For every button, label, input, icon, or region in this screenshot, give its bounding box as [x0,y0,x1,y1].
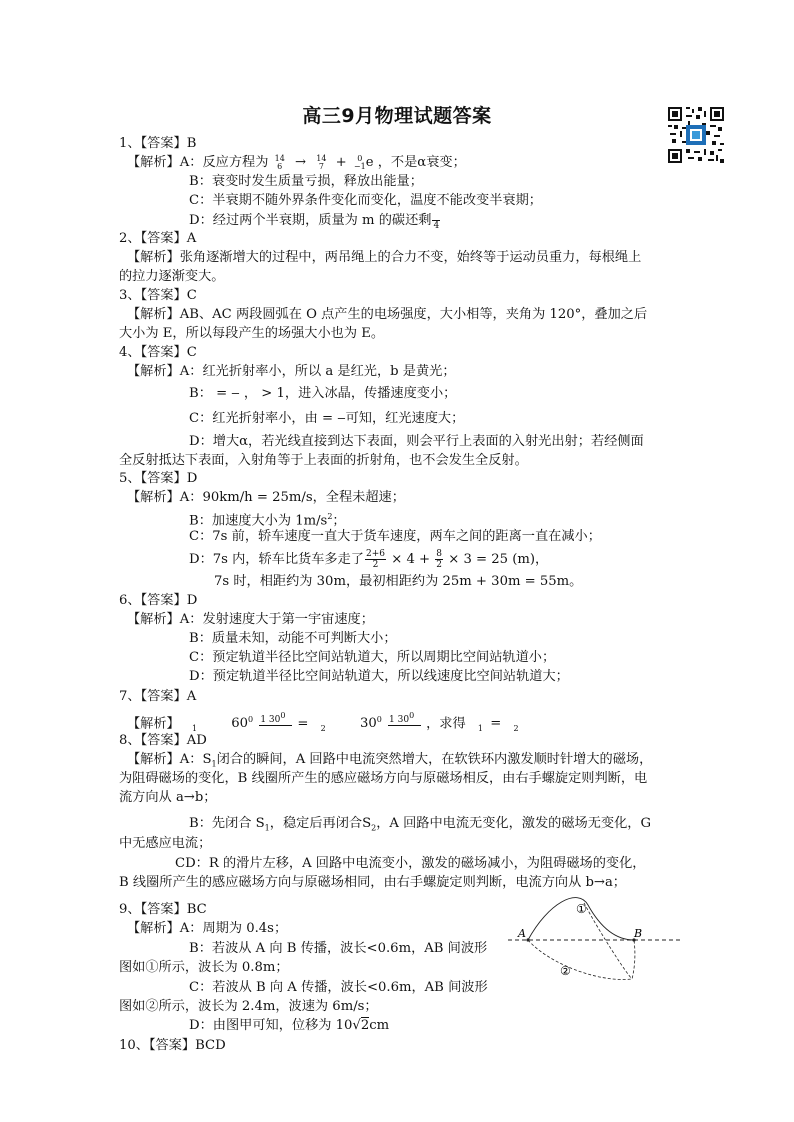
q1-d-text: D：经过两个半衰期，质量为 m 的碳还剩 [189,213,432,228]
q9-answer: 9、【答案】BC [119,902,207,917]
q5-explanation-a: 【解析】A：90km/h = 25m/s，全程未超速； [127,490,405,505]
q9-explanation-c2: 图如②所示，波长为 2.4m，波速为 6m/s； [119,999,378,1014]
fraction-numerator: 8 [436,549,443,559]
q2-answer: 2、【答案】A [119,231,197,246]
point-a-label: A [518,927,526,940]
sqrt-sign: √ [352,1018,361,1033]
q8-explanation-a2: 为阻碍磁场的变化，B 线圈所产生的感应磁场方向与原磁场相反，由右手螺旋定则判断，电 [119,771,648,786]
q9-explanation-b1: B：若波从 A 向 B 传播，波长<0.6m，AB 间波形 [189,941,488,956]
q8-answer: 8、【答案】AD [119,733,207,748]
subscript: 1 [211,759,217,769]
q9-d-unit: cm [369,1018,390,1033]
atomic-number: 6 [277,161,283,171]
fraction-denominator [388,726,421,736]
q1-answer: 1、【答案】B [119,136,197,151]
q8-explanation-cd2: B 线圈所产生的感应磁场方向与原磁场相同，由右手螺旋定则判断，电流方向从 b→a； [119,875,626,890]
fraction-2 [435,549,443,570]
q9-d-text: D：由图甲可知，位移为 10 [189,1018,353,1033]
waveform-2 [528,940,635,980]
fraction-b [388,711,421,736]
waveform-1-trough [584,903,632,979]
atomic-number: 7 [318,161,324,171]
q1-explanation-d [189,210,441,231]
q7-mid: ，求得 [426,716,466,732]
q8-b1-mid: ，稳定后再闭合S [269,816,372,831]
curve-label-1: ① [576,902,587,916]
electron-symbol: e [365,155,374,170]
q4-explanation-d1: D：增大α，若光线直接到达下表面，则会平行上表面的入射光出射；若经侧面 [189,434,644,449]
curve-label-2: ② [560,964,571,978]
angle-60: 60 [231,716,249,732]
exponent: 2 [327,512,333,521]
q8-explanation-b1 [189,814,651,839]
fraction-numerator: 2+6 [366,549,385,559]
q4-explanation-b: B： = ‒ ， > 1，进入冰晶，传播速度变小； [189,386,457,401]
fraction-numerator [432,210,440,221]
q9-explanation-b2: 图如①所示，波长为 0.8m； [119,960,289,975]
q5-answer: 5、【答案】D [119,471,198,486]
q8-a1-text: 【解析】A：S [127,752,212,767]
q5-b-text: B：加速度大小为 1m/s [189,513,328,529]
q1-a-suffix: ，不是α衰变； [377,155,466,170]
mass-number: 14 [316,153,327,163]
q3-explanation-2: 大小为 E，所以每段产生的场强大小也为 E。 [119,326,385,341]
nuclide-n14 [316,155,326,171]
q5-d-mid: × 4 + [391,552,431,567]
q3-explanation-1: 【解析】AB、AC 两段圆弧在 O 点产生的电场强度，大小相等，夹角为 120°，叠加之后 [127,307,648,322]
fraction-numerator-text: 1 30 [260,715,281,726]
electron [354,155,366,171]
q9-explanation-c1: C：若波从 B 向 A 传播，波长<0.6m，AB 间波形 [189,980,488,995]
degree-mark: 0 [409,711,415,721]
qr-code-icon [668,107,724,163]
degree-mark: 0 [248,715,254,724]
point-b-label: B [634,927,643,940]
q6-explanation-a: 【解析】A：发射速度大于第一宇宙速度； [127,612,374,627]
q3-answer: 3、【答案】C [119,288,197,303]
subscript-3: 1 [477,724,483,734]
fraction-denominator [259,726,292,736]
q10-answer: 10、【答案】BCD [119,1038,226,1053]
page-title: 高三9月物理试题答案 [302,105,492,127]
subscript-1: 1 [191,724,198,734]
quarter-fraction [432,210,440,231]
subscript-4: 2 [513,724,519,734]
angle-30: 30 [359,716,377,732]
q4-explanation-c: C：红光折射率小，由 = ‒可知，红光速度大； [189,411,465,426]
q7-label: 【解析】 [127,716,180,732]
q8-b1-rest: ，A 回路中电流无变化，激发的磁场无变化，G [376,816,652,831]
reaction-arrow: → [295,155,307,170]
charge-number: −1 [353,161,366,171]
q6-explanation-c: C：预定轨道半径比空间站轨道大，所以周期比空间站轨道小； [189,650,556,665]
q6-answer: 6、【答案】D [119,593,198,608]
subscript: 1 [264,823,270,833]
q9-explanation-d [189,1016,389,1036]
q8-explanation-a3: 流方向从 a→b； [119,790,217,805]
q5-d-end: × 3 = 25 (m)， [448,552,549,567]
equals-sign: = [297,716,309,732]
q5-d-text: D：7s 内，轿车比货车多走了 [189,552,364,567]
q4-answer: 4、【答案】C [119,345,197,360]
fraction-denominator: 2 [372,560,379,570]
q2-explanation-1: 【解析】张角逐渐增大的过程中，两吊绳上的合力不变，始终等于运动员重力，每根绳上 [127,250,642,265]
fraction-denominator: 2 [436,560,443,570]
mass-number: 0 [357,153,363,163]
q1-explanation-a [127,153,466,173]
fraction-a [259,711,292,736]
subscript: 2 [371,823,377,833]
fraction-numerator-text: 1 30 [389,715,410,726]
degree-mark: 0 [376,715,382,724]
mass-number: 14 [274,153,285,163]
q1-explanation-b: B：衰变时发生质量亏损，释放出能量； [189,174,423,189]
q8-explanation-cd1: CD：R 的滑片左移，A 回路中电流变小，激发的磁场减小，为阻碍磁场的变化， [175,856,646,871]
q5-explanation-c: C：7s 前，轿车速度一直大于货车速度，两车之间的距离一直在减小； [189,529,601,544]
q8-a1-rest: 闭合的瞬间，A 回路中电流突然增大，在软铁环内激发顺时针增大的磁场， [216,752,653,767]
q6-explanation-d: D：预定轨道半径比空间站轨道大，所以线速度比空间站轨道大； [189,669,569,684]
degree-mark: 0 [280,711,286,721]
q9-explanation-a: 【解析】A：周期为 0.4s； [127,921,288,936]
q5-b-end: ； [332,513,346,529]
fraction-numerator [388,711,421,726]
q8-explanation-b2: 中无感应电流； [119,836,212,851]
q2-explanation-2: 的拉力逐渐变大。 [119,269,225,284]
q8-b1-text: B：先闭合 S [189,816,265,831]
q5-explanation-e: 7s 时，相距约为 30m，最初相距约为 25m + 30m = 55m。 [214,574,583,589]
fraction-1 [365,549,386,570]
fraction-denominator: 4 [433,221,440,231]
subscript-2: 2 [320,724,326,734]
plus-sign: + [335,155,347,170]
q4-explanation-a: 【解析】A：红光折射率小，所以 a 是红光，b 是黄光； [127,364,456,379]
q6-explanation-b: B：质量未知，动能不可判断大小； [189,631,397,646]
wave-diagram [508,893,682,989]
q4-explanation-d2: 全反射抵达下表面，入射角等于上表面的折射角，也不会发生全反射。 [119,453,528,468]
q1-a-prefix: 【解析】A：反应方程为 [127,155,269,170]
fraction-numerator [259,711,292,726]
nuclide-c14 [275,155,285,171]
q1-explanation-c: C：半衰期不随外界条件变化而变化，温度不能改变半衰期； [189,193,542,208]
q7-answer: 7、【答案】A [119,689,197,704]
point-a [526,938,529,941]
equals-sign: = [490,716,502,732]
q5-explanation-d [189,549,548,570]
sqrt-radicand: 2 [360,1018,370,1033]
